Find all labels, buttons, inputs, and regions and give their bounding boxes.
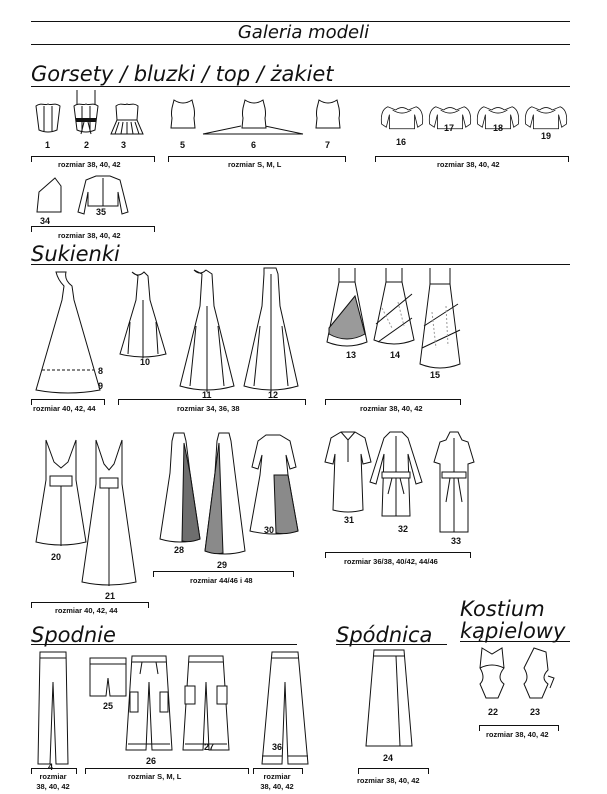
model-24-skirt — [366, 650, 412, 750]
model-number-9: 9 — [98, 381, 104, 391]
model-16-blouse — [380, 100, 424, 134]
section-title-sukienki: Sukienki — [31, 242, 120, 266]
model-number-24: 24 — [383, 753, 394, 763]
size-label-10-12: rozmiar 34, 36, 38 — [177, 404, 240, 413]
model-number-21: 21 — [105, 591, 116, 601]
model-29-dress — [205, 433, 245, 557]
model-22-swimsuit — [478, 648, 508, 704]
model-2-corset — [71, 90, 101, 136]
model-number-4: 4 — [48, 762, 54, 772]
model-number-30: 30 — [264, 525, 275, 535]
model-number-12: 12 — [268, 390, 279, 400]
size-label-28-30: rozmiar 44/46 i 48 — [190, 576, 253, 585]
model-number-18: 18 — [493, 123, 504, 133]
model-number-31: 31 — [344, 515, 355, 525]
model-number-36: 36 — [272, 742, 283, 752]
model-number-10: 10 — [140, 357, 151, 367]
model-4-trousers — [38, 652, 68, 768]
model-number-6: 6 — [251, 140, 257, 150]
model-number-35: 35 — [96, 207, 107, 217]
model-number-26: 26 — [146, 756, 157, 766]
section-title-kostium-line1: Kostium — [460, 597, 545, 621]
model-10-dress — [120, 272, 166, 360]
model-28-dress — [160, 433, 200, 545]
model-number-2: 2 — [84, 140, 90, 150]
model-number-32: 32 — [398, 524, 409, 534]
section-title-spodnie: Spodnie — [31, 623, 116, 647]
size-label-34-35: rozmiar 38, 40, 42 — [58, 231, 121, 240]
model-number-11: 11 — [202, 390, 212, 400]
model-number-3: 3 — [121, 140, 127, 150]
size-label-8-9: rozmiar 40, 42, 44 — [33, 404, 96, 413]
model-14-slip-dress — [372, 268, 416, 350]
size-label-20-21: rozmiar 40, 42, 44 — [55, 606, 118, 615]
model-6-top-with-ties — [203, 100, 303, 136]
model-32-coat-dress — [374, 432, 424, 518]
model-number-19: 19 — [541, 131, 552, 141]
model-7-crop-top — [313, 100, 343, 130]
model-30-dress — [250, 435, 298, 537]
model-3-peplum-top — [111, 100, 143, 136]
size-label-36-line1: rozmiar — [263, 772, 291, 781]
model-5-top — [168, 100, 198, 130]
model-number-22: 22 — [488, 707, 499, 717]
size-label-36-line2: 38, 40, 42 — [260, 782, 294, 791]
model-27-trousers — [183, 656, 229, 754]
model-25-shorts — [90, 658, 126, 698]
section-title-gorsety: Gorsety / bluzki / top / żakiet — [31, 62, 334, 86]
model-11-dress — [180, 270, 234, 394]
model-number-28: 28 — [174, 545, 185, 555]
model-23-swimsuit — [520, 648, 554, 704]
model-15-slip-dress — [418, 268, 462, 372]
size-label-31-33: rozmiar 36/38, 40/42, 44/46 — [344, 557, 438, 566]
model-number-25: 25 — [103, 701, 114, 711]
size-label-22-23: rozmiar 38, 40, 42 — [486, 730, 549, 739]
model-36-wide-trousers — [262, 652, 308, 768]
model-number-27: 27 — [204, 742, 215, 752]
model-number-29: 29 — [217, 560, 228, 570]
model-number-13: 13 — [346, 350, 357, 360]
model-26-trousers — [126, 656, 172, 754]
model-number-1: 1 — [45, 140, 51, 150]
model-31-dress — [325, 432, 371, 514]
size-label-5-7: rozmiar S, M, L — [228, 160, 282, 169]
model-number-5: 5 — [180, 140, 186, 150]
model-21-dress — [82, 440, 136, 588]
size-label-25-27: rozmiar S, M, L — [128, 772, 182, 781]
section-title-kostium-line2: kąpielowy — [460, 619, 566, 643]
model-number-7: 7 — [325, 140, 331, 150]
model-number-23: 23 — [530, 707, 541, 717]
model-12-dress — [244, 268, 298, 394]
model-number-14: 14 — [390, 350, 401, 360]
model-34-top — [35, 178, 63, 214]
model-8-9-dress — [36, 272, 100, 396]
model-13-slip-dress — [325, 268, 369, 350]
size-label-24: rozmiar 38, 40, 42 — [357, 776, 420, 785]
model-number-17: 17 — [444, 123, 455, 133]
section-title-spodnica: Spódnica — [336, 623, 433, 647]
model-number-34: 34 — [40, 216, 51, 226]
model-number-33: 33 — [451, 536, 462, 546]
size-label-13-15: rozmiar 38, 40, 42 — [360, 404, 423, 413]
model-number-15: 15 — [430, 370, 441, 380]
size-label-16-19: rozmiar 38, 40, 42 — [437, 160, 500, 169]
model-number-8: 8 — [98, 366, 104, 376]
size-label-4-line2: 38, 40, 42 — [36, 782, 70, 791]
model-33-coat-dress — [434, 432, 474, 534]
model-19-blouse — [524, 100, 568, 134]
size-label-1-3: rozmiar 38, 40, 42 — [58, 160, 121, 169]
model-20-dress — [36, 440, 86, 548]
model-number-16: 16 — [396, 137, 407, 147]
page-title: Galeria modeli — [237, 22, 370, 43]
model-1-corset — [33, 100, 63, 136]
size-label-4-line1: rozmiar — [39, 772, 67, 781]
model-number-20: 20 — [51, 552, 62, 562]
